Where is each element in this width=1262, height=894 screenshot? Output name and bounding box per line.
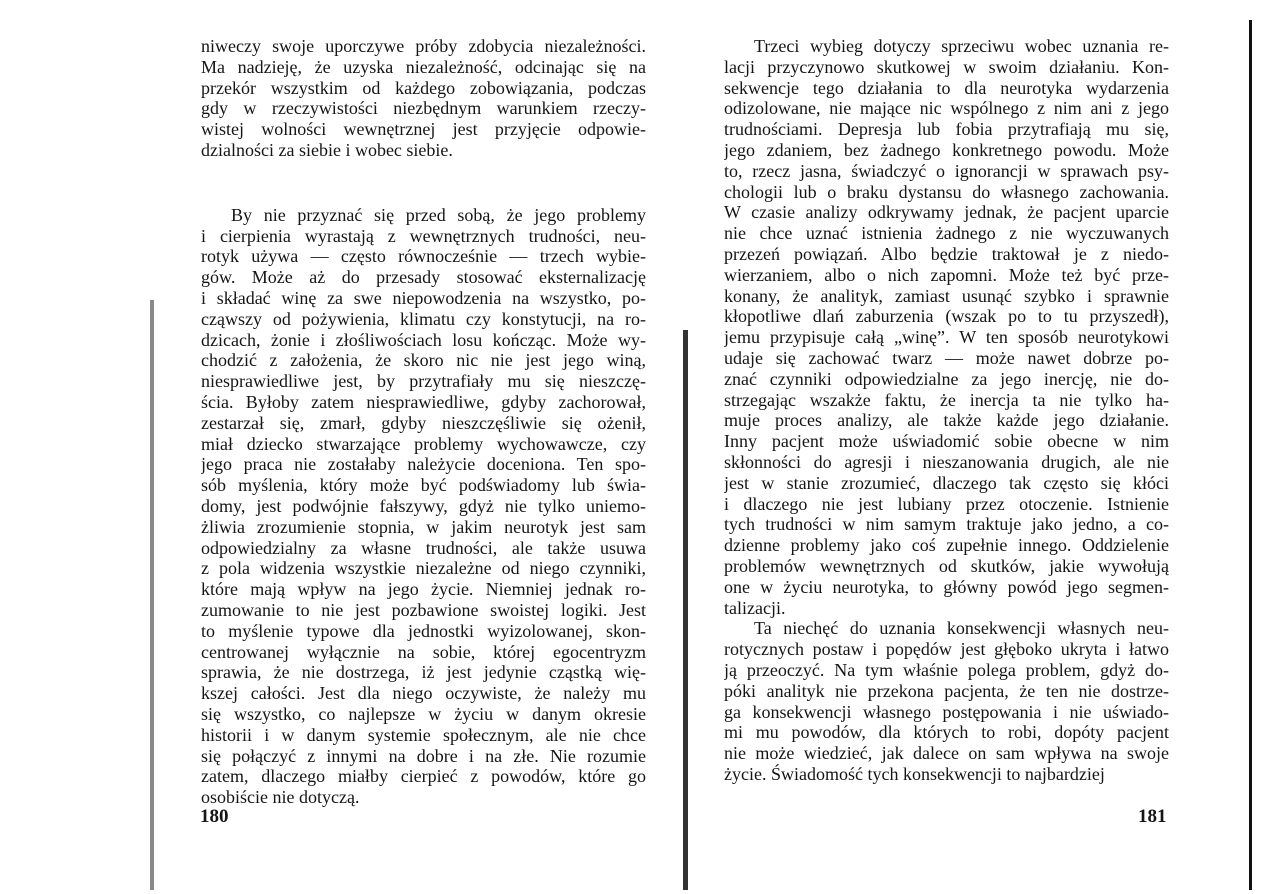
text-line: zestarzał się, zmarł, gdyby nieszczęśliwie się ożenił, — [201, 412, 646, 433]
text-line: dzienne problemy jako coś zupełnie innego. Oddzielenie — [724, 535, 1169, 556]
text-line: Ma nadzieję, że uzyska niezależność, odcinając się na — [201, 56, 646, 77]
page-number-left: 180 — [200, 806, 229, 827]
scan-gutter — [683, 330, 688, 890]
text-line: się połączyć z innymi na dobre i na złe. Nie rozumie — [201, 745, 646, 766]
text-line: jemu przypisuje całą „winę”. W ten sposób neurotykowi — [724, 327, 1169, 348]
text-line: odizolowane, nie mające nic wspólnego z nim ani z jego — [724, 98, 1169, 119]
text-line: one w życiu neurotyka, to główny powód jego segmen- — [724, 576, 1169, 597]
text-line: skłonności do agresji i nieszanowania drugich, ale nie — [724, 451, 1169, 472]
text-line: udaje się zachować twarz — może nawet dobrze po- — [724, 347, 1169, 368]
text-line: to myślenie typowe dla jednostki wyizolowanej, skon- — [201, 620, 646, 641]
text-line: gów. Może aż do przesady stosować eksternalizację — [201, 267, 646, 288]
scan-edge-right — [1249, 20, 1252, 890]
text-line: mi mu powodów, dla których to robi, dopóty pacjent — [724, 722, 1169, 743]
text-line: niweczy swoje uporczywe próby zdobycia niezależności. — [201, 36, 646, 56]
text-line: rotyk używa — często równocześnie — trzech wybie- — [201, 246, 646, 267]
paragraph — [724, 618, 1169, 784]
left-page-text — [201, 36, 646, 808]
text-line: sekwencje tego działania to dla neurotyka wydarzenia — [724, 77, 1169, 98]
text-line: kszej całości. Jest dla niego oczywiste, że należy mu — [201, 683, 646, 704]
text-line: W czasie analizy odkrywamy jednak, że pacjent uparcie — [724, 202, 1169, 223]
text-line: życie. Świadomość tych konsekwencji to najbardziej — [724, 763, 1105, 784]
text-line: wierzaniem, albo o nich zapomni. Może też być prze- — [724, 264, 1169, 285]
text-line: ją przeoczyć. Na tym właśnie polega problem, gdyż do- — [724, 659, 1169, 680]
paragraph — [724, 36, 1169, 618]
text-line: znać czynniki odpowiedzialne za jego inercję, nie do- — [724, 368, 1169, 389]
paragraph-gap — [201, 161, 646, 205]
text-line: zatem, dlaczego miałby cierpieć z powodów, które go — [201, 766, 646, 787]
text-line: zumowanie to nie jest pozbawione swoistej logiki. Jest — [201, 599, 646, 620]
text-line: się wszystko, co najlepsze w życiu w danym okresie — [201, 703, 646, 724]
text-line: sób myślenia, który może być podświadomy lub świa- — [201, 475, 646, 496]
text-line: problemów wewnętrznych od skutków, jakie wywołują — [724, 555, 1169, 576]
text-line: chodzić z założenia, że skoro nic nie jest jego winą, — [201, 350, 646, 371]
text-line: historii i w danym systemie społecznym, ale nie chce — [201, 724, 646, 745]
text-line: ścia. Byłoby zatem niesprawiedliwe, gdyby zachorował, — [201, 391, 646, 412]
text-line: które mają wpływ na jego życie. Niemniej jednak ro- — [201, 579, 646, 600]
text-line: nie chce uznać istnienia żadnego z nie wyczuwanych — [724, 223, 1169, 244]
text-line: wistej wolności wewnętrznej jest przyjęcie odpowie- — [201, 119, 646, 140]
text-line: tych trudności w nim samym traktuje jako jedno, a co- — [724, 514, 1169, 535]
text-line: osobiście nie dotyczą. — [201, 787, 360, 808]
text-line: jego zdaniem, bez żadnego konkretnego powodu. Może — [724, 139, 1169, 160]
text-line: By nie przyznać się przed sobą, że jego problemy — [231, 204, 646, 225]
text-line: niesprawiedliwe jest, by przytrafiały mu się nieszczę- — [201, 371, 646, 392]
text-line: gdy w rzeczywistości niezbędnym warunkiem rzeczy- — [201, 98, 646, 119]
text-line: Ta niechęć do uznania konsekwencji własnych neu- — [754, 618, 1169, 639]
paragraph — [201, 205, 646, 808]
text-line: lacji przyczynowo skutkowej w swoim działaniu. Kon- — [724, 56, 1169, 77]
text-line: sprawia, że nie dostrzega, iż jest jedynie cząstką wię- — [201, 662, 646, 683]
text-line: odpowiedzialny za własne trudności, ale także usuwa — [201, 537, 646, 558]
paragraph — [201, 36, 646, 161]
text-line: cząwszy od pożywienia, klimatu czy konstytucji, na ro- — [201, 308, 646, 329]
text-line: z pola widzenia wszystkie niezależne od niego czynniki, — [201, 558, 646, 579]
text-line: przezeń powiązań. Albo będzie traktował je z niedo- — [724, 243, 1169, 264]
text-line: i cierpienia wyrastają z wewnętrznych trudności, neu- — [201, 225, 646, 246]
page-number-right: 181 — [1138, 806, 1167, 827]
text-line: póki analityk nie przekona pacjenta, że ten nie dostrze- — [724, 680, 1169, 701]
text-line: to, rzecz jasna, świadczyć o ignorancji w sprawach psy- — [724, 160, 1169, 181]
text-line: jest w stanie zrozumieć, dlaczego tak często się kłóci — [724, 472, 1169, 493]
text-line: nie może wiedzieć, jak dalece on sam wpływa na swoje — [724, 743, 1169, 764]
text-line: dzicach, żonie i złośliwościach losu kończąc. Może wy- — [201, 329, 646, 350]
right-page-text — [724, 36, 1169, 785]
scan-edge-left — [150, 300, 154, 890]
text-line: dzialności za siebie i wobec siebie. — [201, 139, 453, 160]
text-line: i składać winę za swe niepowodzenia na wszystko, po- — [201, 287, 646, 308]
text-line: muje proces analizy, ale także każde jego działanie. — [724, 410, 1169, 431]
text-line: i dlaczego nie jest lubiany przez otoczenie. Istnienie — [724, 493, 1169, 514]
text-line: centrowanej wyłącznie na sobie, której egocentryzm — [201, 641, 646, 662]
text-line: żliwia zrozumienie stopnia, w jakim neurotyk jest sam — [201, 516, 646, 537]
text-line: jego praca nie zostałaby należycie doceniona. Ten spo- — [201, 454, 646, 475]
text-line: kłopotliwe dlań zaburzenia (wszak po to tu przyszedł), — [724, 306, 1169, 327]
text-line: przekór wszystkim od każdego zobowiązania, podczas — [201, 77, 646, 98]
text-line: rotycznych postaw i popędów jest głęboko ukryta i łatwo — [724, 639, 1169, 660]
text-line: talizacji. — [724, 597, 786, 618]
text-line: ga konsekwencji własnego postępowania i nie uświado- — [724, 701, 1169, 722]
text-line: trudnościami. Depresja lub fobia przytrafiają mu się, — [724, 119, 1169, 140]
text-line: Trzeci wybieg dotyczy sprzeciwu wobec uznania re- — [754, 36, 1169, 56]
text-line: strzegając wszakże faktu, że inercja ta nie tylko ha- — [724, 389, 1169, 410]
text-line: miał dziecko stwarzające problemy wychowawcze, czy — [201, 433, 646, 454]
text-line: chologii lub o braku dystansu do własnego zachowania. — [724, 181, 1169, 202]
text-line: domy, jest podwójnie fałszywy, gdyż nie tylko uniemo- — [201, 495, 646, 516]
text-line: konany, że analityk, zamiast usunąć szybko i sprawnie — [724, 285, 1169, 306]
text-line: Inny pacjent może uświadomić sobie obecne w nim — [724, 431, 1169, 452]
